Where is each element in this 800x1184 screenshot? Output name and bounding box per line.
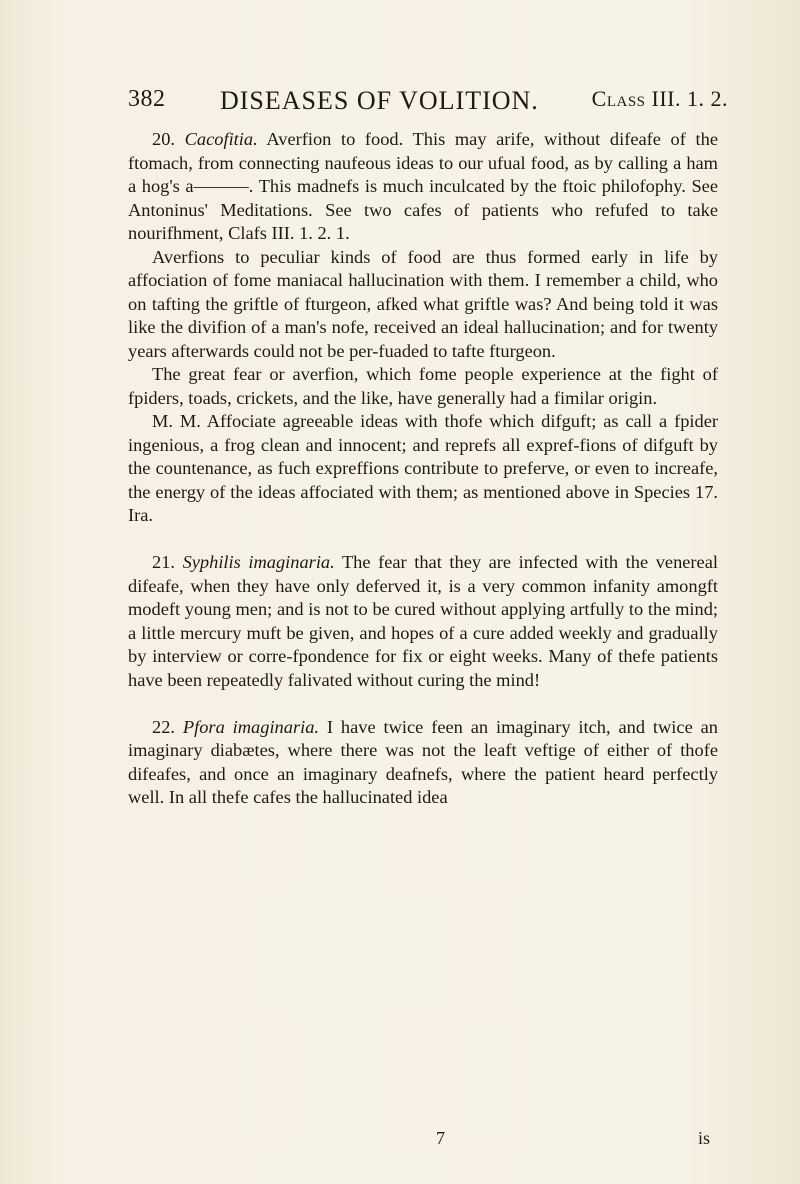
section-number: 22. xyxy=(152,716,175,737)
page-number: 382 xyxy=(128,86,166,112)
section-text: The fear that they are infected with the venereal difeafe, when they have only deferved it, is a very common infanity amongft modeft young men; and is not to be cured without applying artfully to the mind; a little mercury muft be given, and hopes of a cure added weekly and gradually by interview or corre-fpondence for fix or eight weeks. Many of thefe patients have been repeatedly falivated without curing the mind! xyxy=(128,552,718,690)
paragraph-fear: The great fear or averfion, which fome people experience at the fight of fpiders, toads, crickets, and the like, have generally had a fimilar origin. xyxy=(128,364,718,408)
section-21 xyxy=(128,551,718,692)
catchword: is xyxy=(697,1128,710,1148)
section-title: Syphilis imaginaria. xyxy=(182,552,335,572)
paragraph-averfions: Averfions to peculiar kinds of food are thus formed early in life by affociation of fome maniacal hallucination with them. I remember a child, who on tafting the griftle of fturgeon, afked what griftle was? And being told it was like the divifion of a man's nofe, received an ideal hallucination; and for twenty years afterwards could not be per-fuaded to tafte fturgeon. xyxy=(128,246,718,361)
section-text: I have twice feen an imaginary itch, and twice an imaginary diabætes, where there was not the leaft veftige of either of thofe difeafes, and once an imaginary deafnefs, where the patient heard perfectly well. In all thefe cafes the hallucinated idea xyxy=(128,716,718,807)
signature-mark: 7 xyxy=(436,1128,445,1148)
running-title: DISEASES OF VOLITION. xyxy=(220,86,539,115)
section-22 xyxy=(128,716,718,810)
section-number: 20. xyxy=(152,129,175,149)
page-footer xyxy=(128,1128,718,1152)
section-title: Pfora imaginaria. xyxy=(182,716,320,737)
section-title: Cacofitia. xyxy=(184,129,258,149)
class-label: Class III. 1. 2. xyxy=(591,86,728,111)
body-text xyxy=(128,128,718,810)
paragraph-mm: M. M. Affociate agreeable ideas with thofe which difguft; as call a fpider ingenious, a frog clean and innocent; and reprefs all expref-fions of difguft by the countenance, as fuch expreffions contribute to preferve, or even to increafe, the energy of the ideas affociated with them; as mentioned above in Species 17. Ira. xyxy=(128,411,718,525)
section-20 xyxy=(128,128,718,246)
section-number: 21. xyxy=(152,552,175,572)
running-header xyxy=(128,86,728,118)
section-text: Averfion to food. This may arife, without difeafe of the ftomach, from connecting naufeous ideas to our ufual food, as by calling a ham a hog's a———. This madnefs is much inculcated by the ftoic philofophy. See Antoninus' Meditations. See two cafes of patients who refufed to take nourifhment, Clafs III. 1. 2. 1. xyxy=(128,129,718,243)
